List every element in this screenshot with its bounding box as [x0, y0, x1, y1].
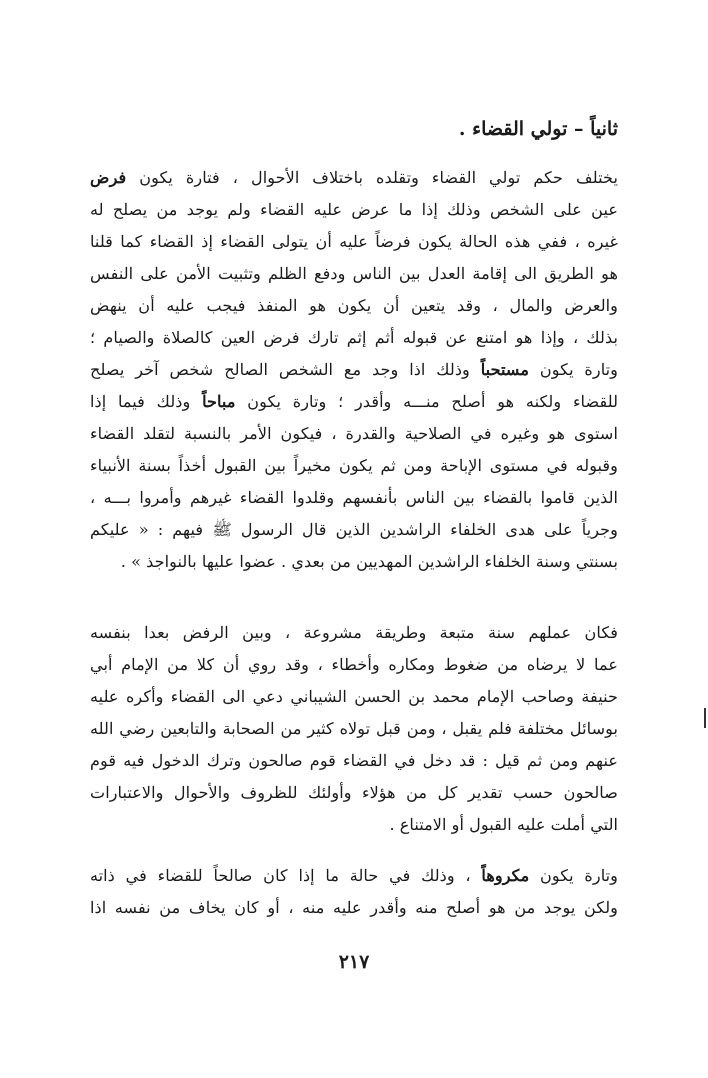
page-number: ٢١٧	[338, 951, 370, 973]
text-line: هو الطريق الى إقامة العدل بين الناس ودفع الظلم وتثبيت الأمن على النفس	[90, 264, 618, 283]
text-line	[90, 860, 618, 892]
text-line: وجرياً على هدى الخلفاء الراشدين الذين قال الرسول ﷺ فيهم : « عليكم	[90, 520, 618, 539]
text-line: ولكن يوجد من هو أصلح منه وأقدر عليه منه ، أو كان يخاف من نفسه اذا	[90, 898, 618, 917]
bold-term: مستحباً	[480, 360, 530, 379]
text-run: وذلك اذا وجد مع الشخص الصالح شخص آخر يصلح	[90, 360, 481, 379]
text-run: للقضاء ولكنه هو أصلح منـــه وأقدر ؛ وتارة يكون	[235, 392, 618, 411]
text-run: وذلك فيما إذا	[90, 392, 203, 411]
bold-term: مباحاً	[202, 392, 236, 411]
bold-term: مكروهاً	[481, 866, 530, 885]
text-line	[90, 162, 618, 194]
paragraph-1	[90, 162, 618, 578]
section-heading: ثانياً – تولي القضاء .	[458, 118, 618, 140]
paragraph-2	[90, 617, 618, 841]
text-line: التي أملت عليه القبول أو الامتناع .	[389, 815, 618, 834]
text-line: بذلك ، وإذا هو امتنع عن قبوله أثم إثم تارك فرض العين كالصلاة والصيام ؛	[90, 328, 618, 347]
text-line: فكان عملهم سنة متبعة وطريقة مشروعة ، وبين الرفض بعدا بنفسه	[90, 623, 618, 642]
text-run: ، وذلك في حالة ما إذا كان صالحاً للقضاء في ذاته	[90, 866, 482, 885]
text-run: وتارة يكون	[529, 866, 618, 885]
text-line: بسنتي وسنة الخلفاء الراشدين المهديين من بعدي . عضوا عليها بالنواجذ » .	[120, 552, 618, 571]
text-line	[90, 354, 618, 386]
text-line	[90, 386, 618, 418]
text-line: عنهم ومن ثم قيل : قد دخل في القضاء قوم صالحون وترك الدخول فيه قوم	[90, 751, 618, 770]
text-line: استوى هو وغيره في الصلاحية والقدرة ، فيكون الأمر بالنسبة لتقلد القضاء	[90, 424, 618, 443]
text-line: بوسائل مختلفة فلم يقبل ، ومن قبل تولاه كثير من الصحابة والتابعين رضي الله	[90, 719, 618, 738]
paragraph-3	[90, 860, 618, 924]
bold-term: فرض	[90, 168, 127, 187]
text-run: وتارة يكون	[529, 360, 618, 379]
text-line: عما لا يرضاه من ضغوط ومكاره وأخطاء ، وقد روي أن كلا من الإمام أبي	[90, 655, 618, 674]
margin-mark	[704, 708, 706, 728]
text-line: والعرض والمال ، وقد يتعين أن يكون هو المنفذ فيجب عليه أن ينهض	[90, 296, 618, 315]
text-line: حنيفة وصاحب الإمام محمد بن الحسن الشيباني دعي الى القضاء وأكره عليه	[90, 687, 618, 706]
text-run: يختلف حكم تولي القضاء وتقلده باختلاف الأحوال ، فتارة يكون	[126, 168, 618, 187]
text-line: غيره ، ففي هذه الحالة يكون فرضاً عليه أن يتولى القضاء إذ القضاء كما قلنا	[90, 232, 618, 251]
text-line: وقبوله في مستوى الإباحة ومن ثم يكون مخيراً بين القبول أخذاً بسنة الأنبياء	[90, 456, 618, 475]
text-line: عين على الشخص وذلك إذا ما عرض عليه القضاء ولم يوجد من يصلح له	[90, 200, 618, 219]
text-line: صالحون حسب تقدير كل من هؤلاء وأولئك للظروف والأحوال والاعتبارات	[90, 783, 618, 802]
text-line: الذين قاموا بالقضاء بين الناس بأنفسهم وقلدوا القضاء غيرهم وأمروا بـــه ،	[90, 488, 618, 507]
